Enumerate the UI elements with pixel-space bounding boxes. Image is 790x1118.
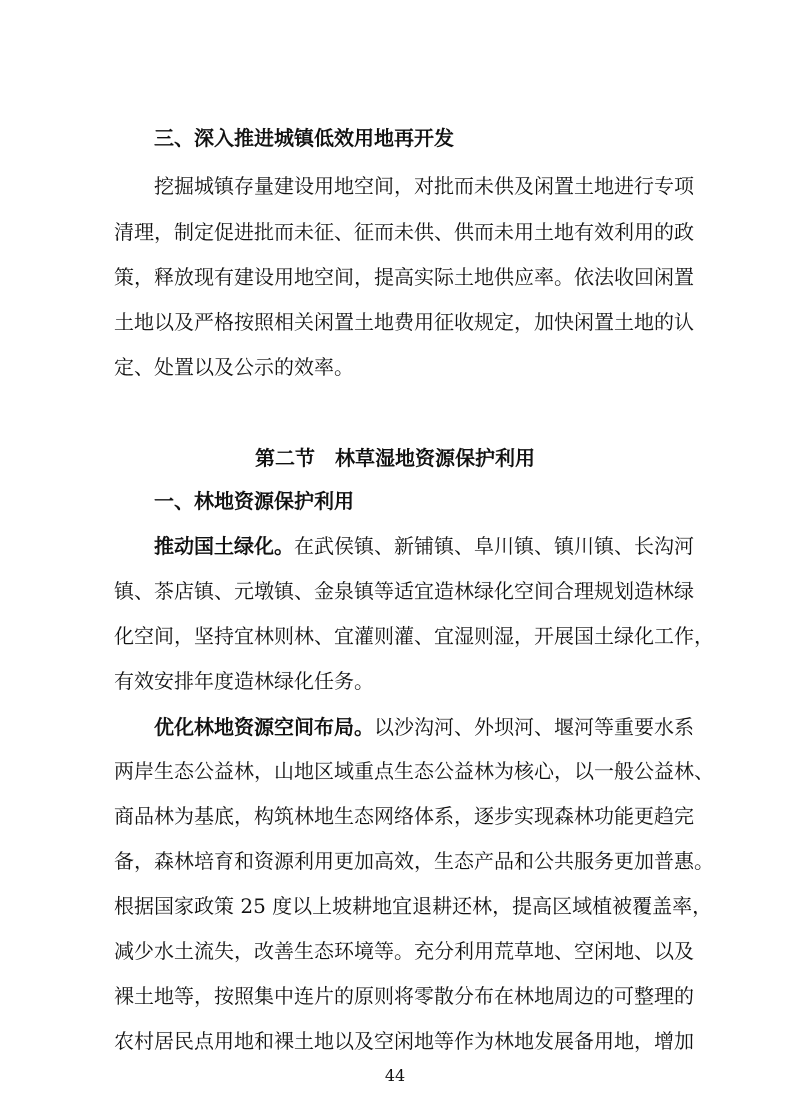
paragraph-line: 清理，制定促进批而未征、征而未供、供而未用土地有效利用的政 [114,220,694,244]
paragraph-line: 有效安排年度造林绿化任务。 [114,669,374,693]
paragraph-line: 策，释放现有建设用地空间，提高实际土地供应率。依法收回闲置 [114,265,694,289]
paragraph-text: 以沙沟河、外坝河、堰河等重要水系 [374,715,694,739]
paragraph-line [154,533,694,559]
paragraph-line [154,714,694,740]
paragraph-lead: 推动国土绿化。 [154,534,294,558]
page-number: 44 [384,1066,406,1085]
paragraph-text: 在武侯镇、新铺镇、阜川镇、镇川镇、长沟河 [294,534,694,558]
paragraph-line: 土地以及严格按照相关闲置土地费用征收规定，加快闲置土地的认 [114,310,694,334]
paragraph-line: 减少水土流失，改善生态环境等。充分利用荒草地、空闲地、以及 [114,939,694,963]
paragraph-line: 两岸生态公益林，山地区域重点生态公益林为核心，以一般公益林、 [114,759,714,783]
subsection-heading: 一、林地资源保护利用 [154,489,354,513]
paragraph-line: 定、处置以及公示的效率。 [114,355,354,379]
paragraph-line: 根据国家政策 25 度以上坡耕地宜退耕还林，提高区域植被覆盖率， [114,894,713,918]
paragraph-line: 农村居民点用地和裸土地以及空闲地等作为林地发展备用地，增加 [114,1029,694,1053]
paragraph-line: 裸土地等，按照集中连片的原则将零散分布在林地周边的可整理的 [114,984,694,1008]
section-title: 第二节 林草湿地资源保护利用 [255,446,535,470]
section-heading: 三、深入推进城镇低效用地再开发 [154,126,454,150]
paragraph-line: 化空间，坚持宜林则林、宜灌则灌、宜湿则湿，开展国土绿化工作， [114,624,714,648]
paragraph-line: 商品林为基底，构筑林地生态网络体系，逐步实现森林功能更趋完 [114,804,694,828]
paragraph-line: 备，森林培育和资源利用更加高效，生态产品和公共服务更加普惠。 [114,849,714,873]
paragraph-lead: 优化林地资源空间布局。 [154,715,374,739]
paragraph-line: 挖掘城镇存量建设用地空间，对批而未供及闲置土地进行专项 [154,174,694,198]
paragraph-line: 镇、茶店镇、元墩镇、金泉镇等适宜造林绿化空间合理规划造林绿 [114,579,694,603]
